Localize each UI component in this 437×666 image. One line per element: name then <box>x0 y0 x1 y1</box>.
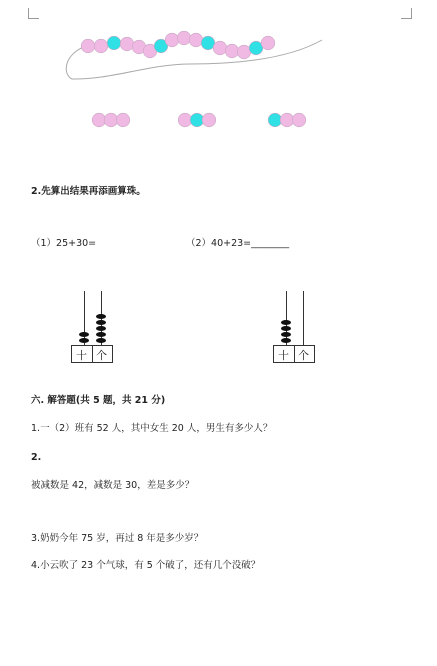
abacus-bead <box>281 320 291 325</box>
pink-bead <box>120 37 134 51</box>
pink-bead <box>92 113 106 127</box>
abacus-ones-label: 个 <box>96 349 107 362</box>
abacus-bead <box>96 326 106 331</box>
abacus-ones-label: 个 <box>298 349 309 362</box>
pink-bead <box>94 39 108 53</box>
bead-groups <box>92 113 306 127</box>
pink-bead <box>189 33 203 47</box>
abacus-bead <box>96 332 106 337</box>
abacus-bead <box>79 332 89 337</box>
abacus-bead <box>281 326 291 331</box>
abacus-bead <box>79 338 89 343</box>
abacus-bead <box>96 314 106 319</box>
pink-bead <box>177 31 191 45</box>
question-2-part-2: （2）40+23=________ <box>186 238 290 249</box>
question-2-title: 2.先算出结果再添画算珠。 <box>31 186 146 197</box>
pink-bead <box>178 113 192 127</box>
pink-bead <box>280 113 294 127</box>
cyan-bead <box>249 41 263 55</box>
bead-figure <box>0 0 437 140</box>
section-6-question-2-number: 2. <box>31 452 42 463</box>
abacus-left <box>71 291 113 363</box>
pink-bead <box>116 113 130 127</box>
abacus-label-box <box>71 345 113 363</box>
pink-bead <box>237 45 251 59</box>
section-6-question-4: 4.小云吹了 23 个气球，有 5 个破了，还有几个没破？ <box>31 560 261 571</box>
cyan-bead <box>190 113 204 127</box>
cyan-bead <box>201 36 215 50</box>
pink-bead <box>202 113 216 127</box>
abacus-bead <box>281 332 291 337</box>
abacus-bead <box>96 320 106 325</box>
section-6-question-2-text: 被减数是 42，减数是 30，差是多少？ <box>31 480 195 491</box>
abacus-tens-label: 十 <box>278 349 289 362</box>
abacus-tens-label: 十 <box>76 349 87 362</box>
section-6-question-1: 1.一（2）班有 52 人，其中女生 20 人，男生有多少人？ <box>31 423 273 434</box>
pink-bead <box>81 39 95 53</box>
pink-bead <box>213 41 227 55</box>
abacus-bead <box>281 338 291 343</box>
abacus-rod-ones <box>303 291 304 345</box>
pink-bead <box>292 113 306 127</box>
pink-bead <box>165 33 179 47</box>
pink-bead <box>261 36 275 50</box>
question-2-part-1: （1）25+30= <box>31 238 97 249</box>
cyan-bead <box>107 36 121 50</box>
abacus-label-box <box>273 345 315 363</box>
necklace-beads <box>81 31 275 59</box>
cyan-bead <box>268 113 282 127</box>
section-6-heading: 六. 解答题(共 5 题，共 21 分) <box>31 395 166 406</box>
pink-bead <box>225 44 239 58</box>
section-6-question-3: 3.奶奶今年 75 岁，再过 8 年是多少岁？ <box>31 533 204 544</box>
abacus-bead <box>96 338 106 343</box>
pink-bead <box>104 113 118 127</box>
abacus-right <box>273 291 315 363</box>
